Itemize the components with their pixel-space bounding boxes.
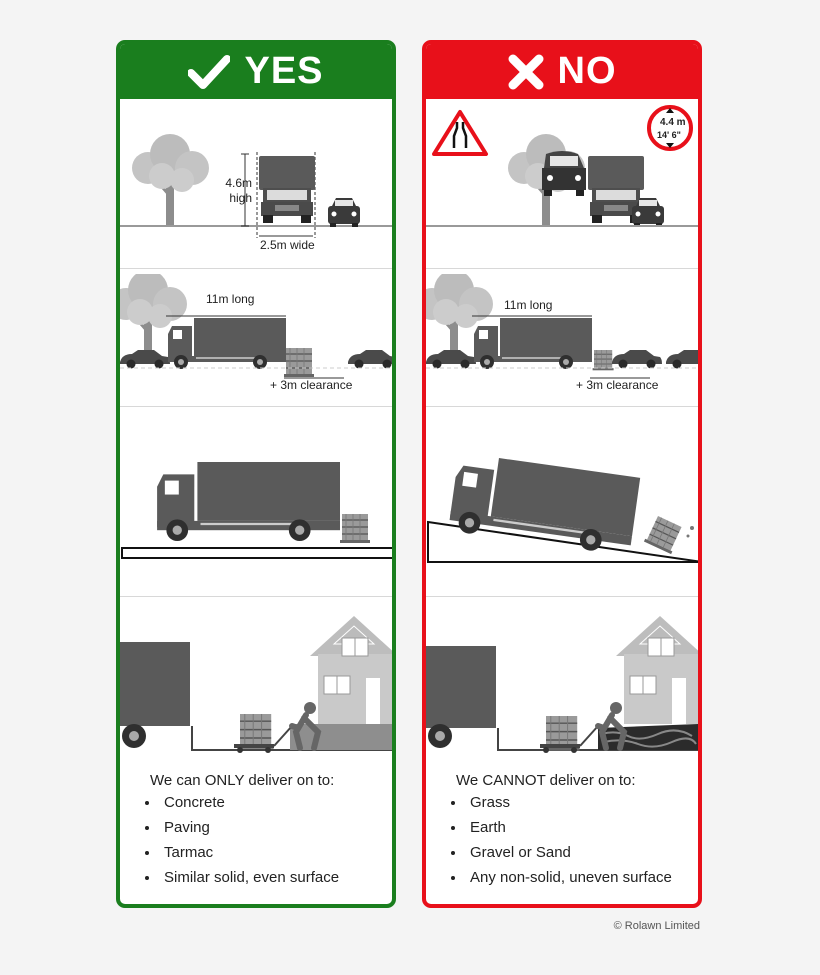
no-surface-list — [438, 794, 672, 894]
no-narrow-road-scene — [426, 104, 698, 254]
no-slope-scene — [426, 440, 698, 564]
copyright: © Rolawn Limited — [613, 920, 700, 932]
cross-icon — [508, 54, 544, 90]
yes-level-ground-scene — [120, 444, 392, 564]
check-icon — [188, 55, 230, 89]
divider — [426, 406, 698, 407]
no-header — [426, 44, 698, 99]
sign-height-top: 4.4 m — [660, 117, 686, 128]
divider — [120, 268, 392, 269]
list-item: • Gravel or Sand — [466, 844, 672, 862]
no-heading: NO — [557, 50, 617, 92]
list-item: • Any non-solid, uneven surface — [466, 869, 672, 887]
yes-clearance-label: + 3m clearance — [270, 378, 353, 392]
height-restriction-sign-icon — [649, 107, 691, 149]
list-item: • Paving — [160, 819, 339, 837]
yes-list-title: We can ONLY deliver on to: — [150, 772, 335, 789]
road-narrows-sign-icon — [434, 112, 486, 154]
list-item: • Similar solid, even surface — [160, 869, 339, 887]
list-item: • Tarmac — [160, 844, 339, 862]
divider — [120, 406, 392, 407]
yes-driveway-scene — [120, 616, 392, 756]
no-length-clearance-scene — [426, 274, 698, 394]
sign-height-bottom: 14' 6" — [657, 130, 681, 140]
list-item: • Grass — [466, 794, 672, 812]
yes-heading: YES — [244, 50, 324, 92]
divider — [426, 596, 698, 597]
divider — [426, 268, 698, 269]
no-panel — [422, 40, 702, 908]
yes-width-label: 2.5m wide — [260, 238, 315, 252]
yes-height-label: 4.6m high — [225, 176, 252, 205]
no-list-title: We CANNOT deliver on to: — [456, 772, 636, 789]
list-item: • Concrete — [160, 794, 339, 812]
yes-length-label: 11m long — [206, 292, 255, 306]
list-item: • Earth — [466, 819, 672, 837]
no-clearance-label: + 3m clearance — [576, 378, 659, 392]
yes-surface-list — [132, 794, 339, 894]
no-rough-ground-scene — [426, 616, 698, 756]
divider — [120, 596, 392, 597]
yes-length-clearance-scene — [120, 274, 392, 394]
yes-panel — [116, 40, 396, 908]
no-length-label: 11m long — [504, 298, 553, 312]
yes-height-width-scene — [120, 104, 392, 254]
yes-header — [120, 44, 392, 99]
